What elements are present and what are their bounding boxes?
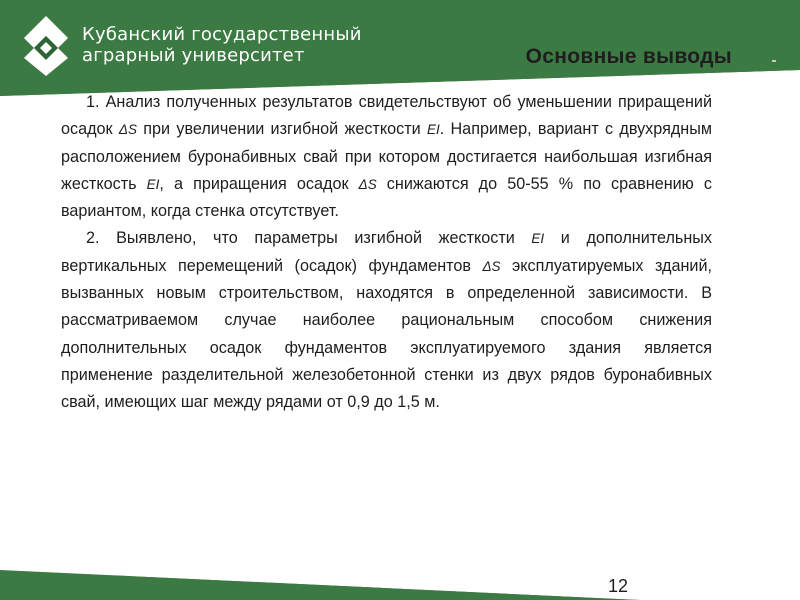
p1-text-d: , а приращения осадок	[159, 174, 359, 193]
university-name	[82, 24, 362, 66]
conclusion-paragraph-2	[61, 225, 712, 416]
website-url[interactable]: http://kubsau.ru	[702, 579, 786, 591]
ei-symbol: EI	[531, 231, 545, 247]
ei-symbol: EI	[146, 176, 160, 192]
delta-s-symbol: ΔS	[358, 176, 377, 192]
conclusion-paragraph-1	[61, 89, 712, 225]
delta-s-symbol: ΔS	[482, 258, 501, 274]
page-number: 12	[608, 576, 629, 596]
university-name-line2: аграрный университет	[82, 45, 305, 66]
conclusions-text	[61, 89, 712, 417]
p1-text-c: . Например, вариант с двухрядным расположением буронабивных свай при котором достигается наибольшая изгибная жесткость	[61, 120, 712, 193]
p2-text-b: и дополнительных вертикальных перемещений (осадок) фундаментов	[61, 229, 712, 275]
p2-text-a: 2. Выявлено, что параметры изгибной жесткости	[86, 229, 532, 248]
decorative-dot	[772, 60, 776, 62]
p2-text-c: эксплуатируемых зданий, вызванных новым строительством, находятся в определенной зависимости. В рассматриваемом случае наиболее рациональным способом снижения дополнительных осадок фундаментов эксплуатируемого здания является применение разделительной железобетонной стенки из двух рядов буронабивных свай, имеющих шаг между рядами от 0,9 до 1,5 м.	[61, 256, 712, 412]
slide-title: Основные выводы	[525, 45, 732, 68]
p1-text-b: при увеличении изгибной жесткости	[136, 120, 427, 139]
delta-s-symbol: ΔS	[118, 122, 137, 138]
ei-symbol: EI	[426, 122, 440, 138]
university-logo-icon	[20, 14, 72, 76]
university-name-line1: Кубанский государственный	[82, 24, 362, 45]
p1-text-a: 1. Анализ полученных результатов свидетельствуют об уменьшении приращений осадок	[61, 93, 712, 139]
p1-text-e: снижаются до 50-55 % по сравнению с вариантом, когда стенка отсутствует.	[61, 174, 713, 221]
